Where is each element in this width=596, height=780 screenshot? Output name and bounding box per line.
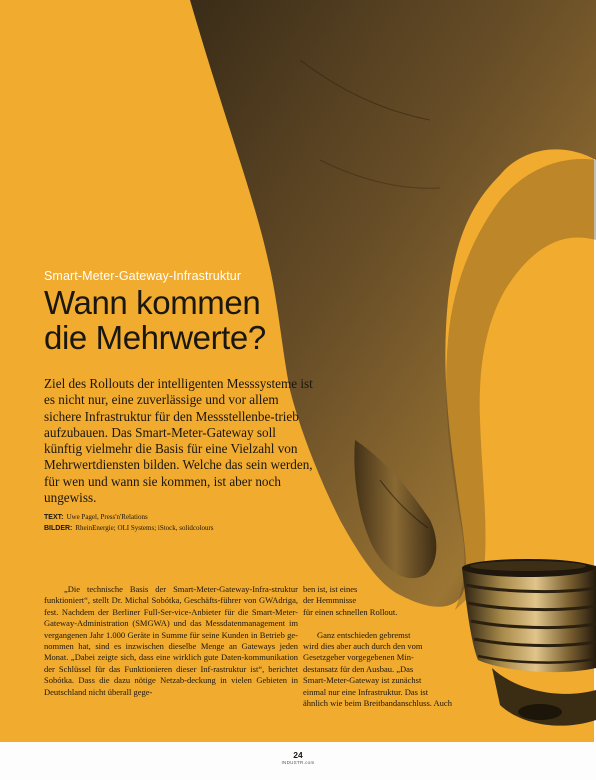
credit-text-label: TEXT: (44, 514, 64, 521)
body-line: Ganz entschieden gebremst (317, 629, 411, 640)
title-line-1: Wann kommen (44, 284, 261, 321)
body-column-2 (303, 584, 483, 709)
body-line: destansatz für den Ausbau. „Das (303, 663, 414, 674)
credit-images (44, 523, 214, 534)
article-kicker: Smart-Meter-Gateway-Infrastruktur (44, 269, 242, 283)
paragraph-gap (303, 618, 483, 629)
body-line: Smart-Meter-Gateway ist zunächst (303, 675, 422, 686)
page-number: 24 (293, 750, 303, 760)
body-line: für einen schnellen Rollout. (303, 606, 398, 617)
body-line: der Hemmnisse (303, 595, 357, 606)
credit-images-value: RheinEnergie; OLI Systems; iStock, solidcolours (75, 524, 214, 532)
body-paragraph-1: „Die technische Basis der Smart-Meter-Gateway-Infra-struktur funktioniert“, stellt Dr. Michal Sobótka, Geschäfts-führer von GWAdriga, fest. Nachdem der Berliner Full-Ser-vice-Anbieter für die Smart-Meter-Gateway-Administration (SMGWA) und das Messdatenmanagement im vergangenen Jahr 1.000 Geräte in Summe für seine Kunden in Betrieb ge-nommen hat, sind es inzwischen dieselbe Menge an Gateways jeden Monat. „Dabei zeigte sich, dass eine wirklich gute Daten-kommunikation der Schlüssel für das Funktionieren dieser Inf-rastruktur ist“, berichtet Sobótka. Dass die dazu nötige Netzab-deckung in vielen Gebieten in Deutschland nicht überall gege- (44, 584, 298, 697)
credit-images-label: BILDER: (44, 525, 73, 532)
title-line-2: die Mehrwerte? (44, 319, 266, 356)
body-line: Gesetzgeber vorgegebenen Min- (303, 652, 414, 663)
credit-text (44, 512, 214, 523)
body-line: ähnlich wie beim Breitbandanschluss. Auch (303, 698, 452, 709)
body-line: ben ist, ist eines (303, 584, 358, 594)
publication-name: INDUSTR.com (281, 760, 315, 765)
article-title (44, 285, 266, 355)
article-lead: Ziel des Rollouts der intelligenten Messsysteme ist es nicht nur, eine zuverlässige und vor allem sichere Infrastruktur für den Messstellenbe-trieb aufzubauen. Das Smart-Meter-Gateway soll künftig vielmehr die Basis für eine Vielzahl von Mehrwertdiensten bilden. Welche das sein werden, für wen und wann sie kommen, ist aber noch ungewiss. (44, 376, 313, 506)
body-line: wird dies aber auch durch den vom (303, 641, 423, 652)
body-line: einmal nur eine Infrastruktur. Das ist (303, 686, 429, 697)
article-credits (44, 512, 214, 534)
body-column-1 (44, 584, 298, 698)
credit-text-value: Uwe Pagel, Press'n'Relations (66, 513, 148, 521)
